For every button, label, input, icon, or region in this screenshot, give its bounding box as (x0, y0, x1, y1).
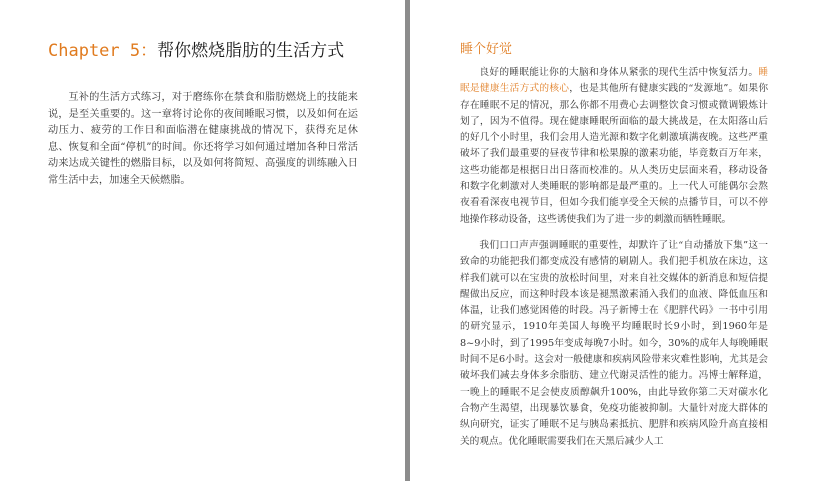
section-title: 睡个好觉 (460, 42, 513, 57)
left-page (0, 0, 405, 481)
highlighted-phrase: 睡眠是健康生活方式的核心 (460, 67, 768, 95)
chapter-number: Chapter 5： (48, 41, 158, 61)
paragraph-2: 我们口口声声强调睡眠的重要性，却默许了让“自动播放下集”这一致命的功能把我们都变成没有感情的刷剧人。我们把手机放在床边，这样我们就可以在宝贵的放松时间里，对来自社交媒体的新消息和短信提醒做出反应，而这种时段本该是褪黑激素涌入我们的血液、降低血压和体温，让我们感觉困倦的时段。冯子新博士在《肥胖代码》一书中引用的研究显示，1910年美国人每晚平均睡眠时长9小时，到1960年是8~9小时，到了1995年变成每晚7小时。如今，30%的成年人每晚睡眠时间不足6小时。这会对一般健康和疾病风险带来灾难性影响，尤其是会破坏我们减去身体多余脂肪、建立代谢灵活性的能力。冯博士解释道，一晚上的睡眠不足会使皮质醇飙升100%，由此导致你第二天对碳水化合物产生渴望，出现暴饮暴食，免疫功能被抑制。大量针对庞大群体的纵向研究，证实了睡眠不足与胰岛素抵抗、肥胖和疾病风险升高直接相关的观点。优化睡眠需要我们在天黑后减少人工 (460, 239, 768, 447)
chapter-intro: 互补的生活方式练习，对于磨练你在禁食和脂肪燃烧上的技能来说，是至关重要的。这一章将讨论你的夜间睡眠习惯，以及如何在运动压力、疲劳的工作日和面临潜在健康挑战的情况下，获得充足休息、恢复和全面“停机”的时间。你还将学习如何通过增加各种日常活动来达成关键性的燃脂目标，以及如何将简短、高强度的训练融入日常生活中去，加速全天候燃脂。 (48, 92, 358, 186)
paragraph-1-lead: 良好的睡眠能让你的大脑和身体从紧张的现代生活中恢复活力。 (479, 67, 759, 78)
paragraph-1-rest: ，也是其他所有健康实践的“发源地”。如果你存在睡眠不足的情况，那么你都不用费心去调整饮食习惯或微调锻炼计划了，因为不值得。现在健康睡眠所面临的最大挑战是，在太阳落山后的好几个小时里，我们会用人造光源和数字化刺激填满夜晚。这些严重破坏了我们最重要的昼夜节律和松果腺的激素功能，毕竟数百万年来，这些功能都是根据日出日落而校准的。从人类历史层面来看，移动设备和数字化刺激对人类睡眠的影响都是最严重的。上一代人可能偶尔会熬夜看看深夜电视节目，但如今我们能享受全天候的点播节目，可以不停地操作移动设备，这些诱使我们为了进一步的刺激而牺牲睡眠。 (460, 83, 769, 225)
section-body (460, 65, 768, 460)
chapter-title-text: 帮你燃烧脂肪的生活方式 (157, 41, 345, 61)
chapter-title (48, 36, 344, 61)
paragraph-1 (460, 65, 768, 228)
